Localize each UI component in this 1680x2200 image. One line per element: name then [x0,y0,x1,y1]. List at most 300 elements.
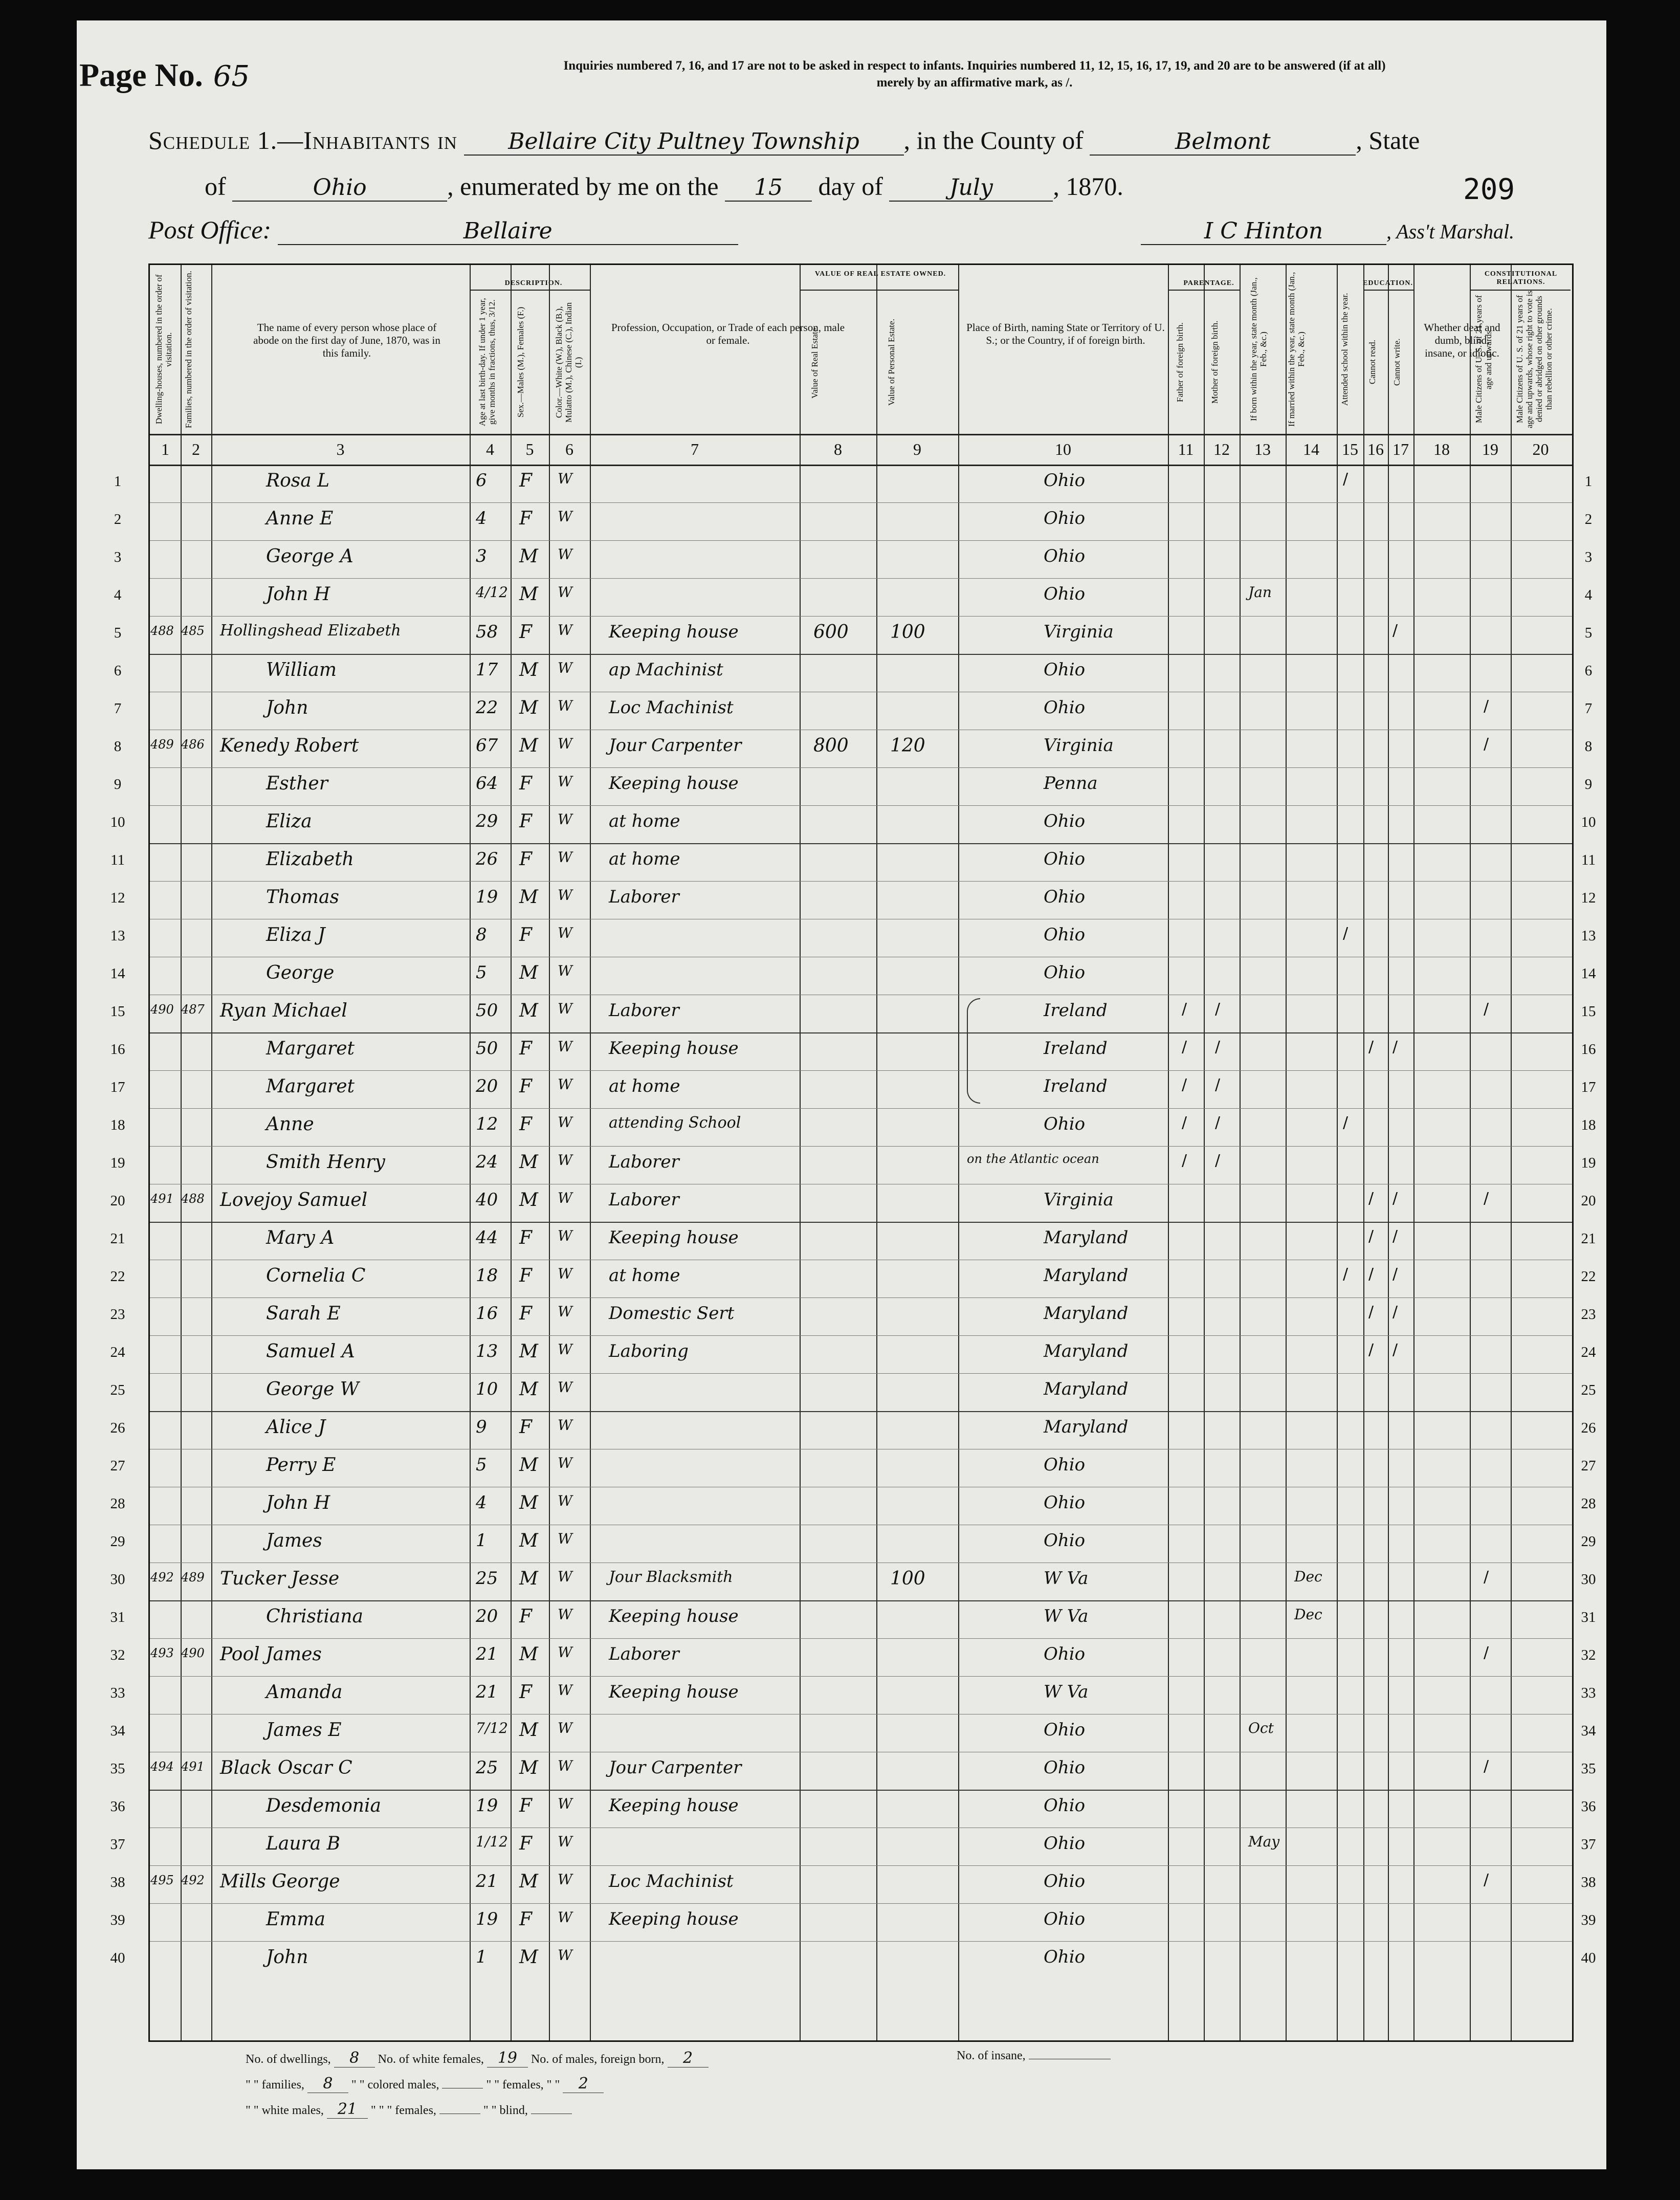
occupation: Laborer [609,1644,679,1664]
age: 21 [476,1682,498,1702]
row-number-left: 26 [110,1420,125,1436]
age: 9 [476,1417,487,1437]
birthplace: Ohio [1044,697,1086,718]
marriage-month: Dec [1294,1606,1322,1623]
birthplace: Ireland [1044,1000,1108,1021]
row-number-right: 20 [1581,1193,1596,1209]
age: 64 [476,773,498,794]
row-number-right: 29 [1581,1533,1596,1550]
row-number-left: 16 [110,1041,125,1058]
col-male-citizens-header: Male Citizens of U. S. of 21 years of age and upwards. [1474,295,1493,424]
sex: M [519,887,538,908]
row-number-left: 5 [114,625,122,641]
row-number-left: 2 [114,511,122,527]
age: 50 [476,1038,498,1059]
color: W [558,1720,572,1736]
row-number-left: 37 [110,1836,125,1853]
sex: F [519,1038,532,1059]
person-name: Anne [266,1114,314,1135]
column-divider [876,265,877,2040]
father-foreign-mark: / [1182,1114,1187,1132]
row-number-left: 31 [110,1609,125,1625]
school-mark: / [1343,925,1349,942]
person-name: Mills George [220,1871,340,1892]
person-name: Anne E [266,508,334,529]
cannot-read-mark: / [1368,1038,1374,1056]
row-number-left: 35 [110,1761,125,1777]
sex: M [519,1568,538,1589]
parentage-group-header: PARENTAGE. [1183,279,1234,287]
row-number-left: 13 [110,928,125,944]
row-number-right: 9 [1584,776,1593,793]
col-married-month-header: If married within the year, state month (Jan., Feb., &c.) [1287,272,1306,427]
row-rule [150,881,1572,882]
instructions-line-2: merely by an affirmative mark, as /. [876,76,1073,90]
color: W [558,1871,572,1888]
occupation: Jour Carpenter [609,1757,742,1778]
male-citizen-mark: / [1484,1757,1489,1775]
age: 19 [476,1795,498,1816]
birthplace: Ohio [1044,1720,1086,1740]
age: 16 [476,1303,498,1324]
person-name: Christiana [266,1606,364,1627]
real-estate-value: 800 [813,735,849,756]
color: W [558,1265,572,1282]
column-divider [958,265,959,2040]
birthplace: W Va [1044,1568,1089,1589]
column-divider [511,265,512,2040]
occupation: at home [609,849,680,869]
family-number: 489 [181,1570,205,1585]
birthplace: Ohio [1044,1947,1086,1967]
birthplace: Maryland [1044,1227,1129,1248]
color: W [558,1644,572,1661]
row-number-right: 15 [1581,1003,1596,1020]
birthplace: Ohio [1044,849,1086,869]
row-number-right: 38 [1581,1874,1596,1890]
person-name: William [266,659,337,680]
row-number-left: 15 [110,1003,125,1020]
personal-estate-value: 100 [890,622,925,643]
row-number-left: 33 [110,1685,125,1701]
sex: M [519,1190,538,1211]
column-divider [1337,265,1338,2040]
color: W [558,1606,572,1623]
person-name: Eliza [266,811,312,832]
occupation: Jour Blacksmith [609,1568,733,1586]
birthplace: Ireland [1044,1038,1108,1059]
sex: M [519,735,538,756]
footer-line-3 [246,2100,572,2119]
school-mark: / [1343,470,1349,488]
row-number-right: 40 [1581,1950,1596,1966]
age: 5 [476,1455,487,1475]
row-number-right: 16 [1581,1041,1596,1058]
color: W [558,735,572,752]
male-citizen-mark: / [1484,1644,1489,1662]
birthplace: Maryland [1044,1265,1129,1286]
color: W [558,697,572,714]
day-of-label: day of [818,172,883,201]
row-number-left: 21 [110,1230,125,1247]
cannot-write-mark: / [1392,1038,1398,1056]
enumerated-label: , enumerated by me on the [447,172,719,201]
occupation: Keeping house [609,622,739,642]
row-rule [150,1676,1572,1677]
sex: M [519,1644,538,1665]
birthplace: Ohio [1044,1530,1086,1551]
sex: M [519,659,538,680]
sex: F [519,925,532,945]
description-group-header: DESCRIPTION. [504,279,563,287]
of-label: of [205,172,226,201]
dwellings-label: No. of dwellings, [246,2053,331,2066]
row-number-right: 8 [1584,738,1593,755]
males-foreign-label: No. of males, foreign born, [530,2053,665,2066]
row-number-left: 6 [114,663,122,679]
column-divider [1240,265,1241,2040]
group-header-rule [1168,290,1240,291]
row-number-left: 4 [114,587,122,603]
family-number: 486 [181,737,205,752]
age: 20 [476,1606,498,1626]
females-foreign-value: 2 [563,2075,604,2093]
marshal-line [1141,215,1514,245]
mother-foreign-mark: / [1215,1114,1221,1132]
age: 4 [476,1492,487,1513]
age: 18 [476,1265,498,1286]
color: W [558,546,572,563]
occupation: at home [609,1076,680,1096]
col-vote-denied-header: Male Citizens of U. S. of 21 years of age and upwards, whose right to vote is denied or abridged on other grounds than rebellion or other crime. [1515,290,1554,428]
sex: M [519,1720,538,1741]
person-name: Thomas [266,887,339,908]
row-rule [150,502,1572,503]
row-rule [150,1146,1572,1147]
age: 20 [476,1076,498,1096]
white-females-value: 19 [487,2049,528,2067]
row-number-left: 36 [110,1798,125,1815]
row-number-right: 36 [1581,1798,1596,1815]
birthplace: Ohio [1044,1871,1086,1891]
row-number-right: 23 [1581,1306,1596,1323]
row-number-left: 30 [110,1571,125,1588]
col-dwelling-header: Dwelling-houses, numbered in the order of visitation. [154,274,173,425]
age: 1 [476,1947,487,1967]
row-rule [150,1790,1572,1791]
birthplace: Virginia [1044,735,1114,756]
post-office-field: Bellaire [278,218,738,245]
male-citizen-mark: / [1484,697,1489,715]
row-number-right: 12 [1581,890,1596,906]
col-real-estate-header: Value of Real Estate. [810,325,820,399]
schedule-line [148,125,1420,156]
age: 44 [476,1227,498,1248]
col-sex-header: Sex.—Males (M.), Females (F.) [516,306,525,418]
mother-foreign-mark: / [1215,1076,1221,1094]
ireland-brace [967,998,980,1104]
sex: M [519,1530,538,1551]
color: W [558,1076,572,1093]
column-number: 17 [1392,440,1409,458]
occupation: Keeping house [609,1038,739,1059]
row-number-left: 24 [110,1344,125,1360]
sex: F [519,849,532,870]
father-foreign-mark: / [1182,1152,1187,1170]
column-number: 1 [161,440,169,458]
row-number-right: 4 [1584,587,1593,603]
cannot-write-mark: / [1392,622,1398,640]
footer-insane [957,2049,1111,2063]
birthplace: W Va [1044,1682,1089,1702]
age: 40 [476,1190,498,1210]
row-number-right: 10 [1581,814,1596,830]
occupation: Keeping house [609,1227,739,1248]
row-number-right: 21 [1581,1230,1596,1247]
father-foreign-mark: / [1182,1000,1187,1018]
person-name: Desdemonia [266,1795,381,1816]
birthplace: Ohio [1044,1455,1086,1475]
occupation: Keeping house [609,1909,739,1929]
colored-males-label: " " colored males, [351,2078,439,2092]
cannot-write-mark: / [1392,1341,1398,1359]
birth-month: May [1248,1833,1280,1850]
color: W [558,1909,572,1926]
row-rule [150,1070,1572,1071]
cannot-write-mark: / [1392,1227,1398,1245]
dwelling-number: 488 [150,624,174,638]
column-number: 12 [1213,440,1230,458]
row-number-right: 3 [1584,549,1593,565]
color: W [558,1795,572,1812]
column-divider [800,265,801,2040]
row-number-right: 17 [1581,1079,1596,1095]
value-group-header: VALUE OF REAL ESTATE OWNED. [814,270,946,278]
row-number-right: 25 [1581,1382,1596,1398]
color: W [558,773,572,790]
person-name: Emma [266,1909,326,1930]
person-name: Eliza J [266,925,325,945]
age: 3 [476,546,487,566]
family-number: 491 [181,1759,205,1774]
constitutional-group-header: CONSTITUTIONAL RELATIONS. [1484,270,1558,286]
color: W [558,1947,572,1964]
row-number-left: 9 [114,776,122,793]
county-label: , in the County of [903,126,1084,155]
row-number-left: 39 [110,1912,125,1928]
column-divider [590,265,591,2040]
row-number-left: 20 [110,1193,125,1209]
dwelling-number: 494 [150,1759,174,1774]
age: 17 [476,659,498,680]
row-number-left: 18 [110,1117,125,1133]
families-label: " " families, [246,2078,304,2092]
row-number-right: 7 [1584,700,1593,717]
school-mark: / [1343,1114,1349,1132]
birthplace: Ohio [1044,1492,1086,1513]
age: 7/12 [476,1720,508,1736]
white-males-value: 21 [327,2100,368,2119]
row-rule [150,1600,1572,1601]
sex: M [519,697,538,718]
family-number: 492 [181,1873,205,1887]
occupation: Domestic Sert [609,1303,735,1324]
row-number-left: 8 [114,738,122,755]
color: W [558,1568,572,1585]
age: 6 [476,470,487,491]
father-foreign-mark: / [1182,1076,1187,1094]
males-foreign-value: 2 [668,2049,709,2067]
sex: F [519,1606,532,1627]
birthplace: Ohio [1044,470,1086,491]
age: 1 [476,1530,487,1551]
male-citizen-mark: / [1484,735,1489,753]
person-name: Pool James [220,1644,322,1665]
family-number: 488 [181,1192,205,1206]
color: W [558,962,572,979]
color: W [558,1341,572,1358]
dwelling-number: 492 [150,1570,174,1585]
personal-estate-value: 100 [890,1568,925,1589]
birthplace: W Va [1044,1606,1089,1626]
marshal-label: , Ass't Marshal. [1386,220,1515,243]
sex: M [519,1152,538,1173]
sex: F [519,1833,532,1854]
birthplace: Ireland [1044,1076,1108,1096]
occupation: Laborer [609,1190,679,1210]
row-rule [150,805,1572,806]
male-citizen-mark: / [1484,1871,1489,1889]
birthplace: Ohio [1044,887,1086,907]
row-number-right: 5 [1584,625,1593,641]
cannot-write-mark: / [1392,1303,1398,1321]
person-name: Alice J [266,1417,326,1438]
occupation: Loc Machinist [609,1871,734,1891]
page-label: Page No. [79,57,203,93]
mother-foreign-mark: / [1215,1038,1221,1056]
post-office-label: Post Office: [148,215,272,244]
age: 22 [476,697,498,718]
row-rule [150,1032,1572,1033]
mother-foreign-mark: / [1215,1000,1221,1018]
enumeration-line [205,171,1123,202]
sex: F [519,773,532,794]
person-name: George W [266,1379,359,1400]
post-office-line [148,215,738,245]
row-number-right: 19 [1581,1155,1596,1171]
education-group-header: EDUCATION. [1362,279,1413,287]
age: 25 [476,1757,498,1778]
row-number-right: 24 [1581,1344,1596,1360]
column-divider [549,265,550,2040]
person-name: John H [266,1492,330,1513]
column-number: 13 [1254,440,1271,458]
column-number: 3 [336,440,345,458]
school-mark: / [1343,1265,1349,1283]
sex: F [519,1682,532,1703]
color: W [558,1038,572,1055]
column-number: 6 [565,440,573,458]
page-number-line [79,56,250,94]
cannot-read-mark: / [1368,1303,1374,1321]
sex: F [519,1265,532,1286]
age: 58 [476,622,498,642]
females-foreign-label: " " females, " " [486,2078,560,2092]
row-number-left: 19 [110,1155,125,1171]
column-divider [1204,265,1205,2040]
group-header-rule [1470,290,1571,291]
male-citizen-mark: / [1484,1568,1489,1586]
person-name: Black Oscar C [220,1757,352,1778]
age: 50 [476,1000,498,1021]
row-rule [150,1903,1572,1904]
row-rule [150,1108,1572,1109]
birthplace: Ohio [1044,811,1086,831]
sex: M [519,1455,538,1476]
row-number-right: 33 [1581,1685,1596,1701]
group-header-rule [1363,290,1413,291]
row-number-left: 34 [110,1723,125,1739]
color: W [558,508,572,525]
birthplace: Ohio [1044,925,1086,945]
person-name: George A [266,546,353,567]
person-name: Smith Henry [266,1152,385,1173]
row-number-left: 3 [114,549,122,565]
col-cannot-read-header: Cannot read. [1367,340,1377,385]
column-divider [1470,265,1471,2040]
row-number-right: 1 [1584,473,1593,490]
row-rule [150,1941,1572,1942]
birthplace: on the Atlantic ocean [967,1152,1099,1166]
sex: M [519,546,538,567]
row-number-left: 11 [110,852,125,868]
age: 21 [476,1644,498,1664]
row-number-right: 30 [1581,1571,1596,1588]
sex: F [519,811,532,832]
group-header-rule [800,290,958,291]
age: 21 [476,1871,498,1891]
column-number: 19 [1482,440,1498,458]
sex: M [519,1757,538,1778]
person-name: Samuel A [266,1341,355,1362]
white-females-label: No. of white females, [378,2053,484,2066]
row-number-right: 2 [1584,511,1593,527]
person-name: Cornelia C [266,1265,366,1286]
row-number-left: 7 [114,700,122,717]
row-number-right: 39 [1581,1912,1596,1928]
col-personal-estate-header: Value of Personal Estate. [887,319,896,406]
row-rule [150,540,1572,541]
white-males-label: " " white males, [246,2104,324,2117]
birthplace: Ohio [1044,1757,1086,1778]
row-number-right: 28 [1581,1495,1596,1512]
row-number-right: 34 [1581,1723,1596,1739]
person-name: Elizabeth [266,849,354,870]
occupation: Loc Machinist [609,697,734,718]
person-name: Lovejoy Samuel [220,1190,368,1211]
occupation: Keeping house [609,1682,739,1702]
sex: F [519,470,532,491]
place-field: Bellaire City Pultney Township [464,128,904,156]
column-number: 9 [913,440,921,458]
col-mother-foreign-header: Mother of foreign birth. [1210,320,1220,404]
color: W [558,1682,572,1699]
row-number-left: 23 [110,1306,125,1323]
person-name: Hollingshead Elizabeth [220,622,401,640]
row-number-left: 22 [110,1268,125,1285]
birthplace: Maryland [1044,1417,1129,1437]
sex: M [519,1341,538,1362]
